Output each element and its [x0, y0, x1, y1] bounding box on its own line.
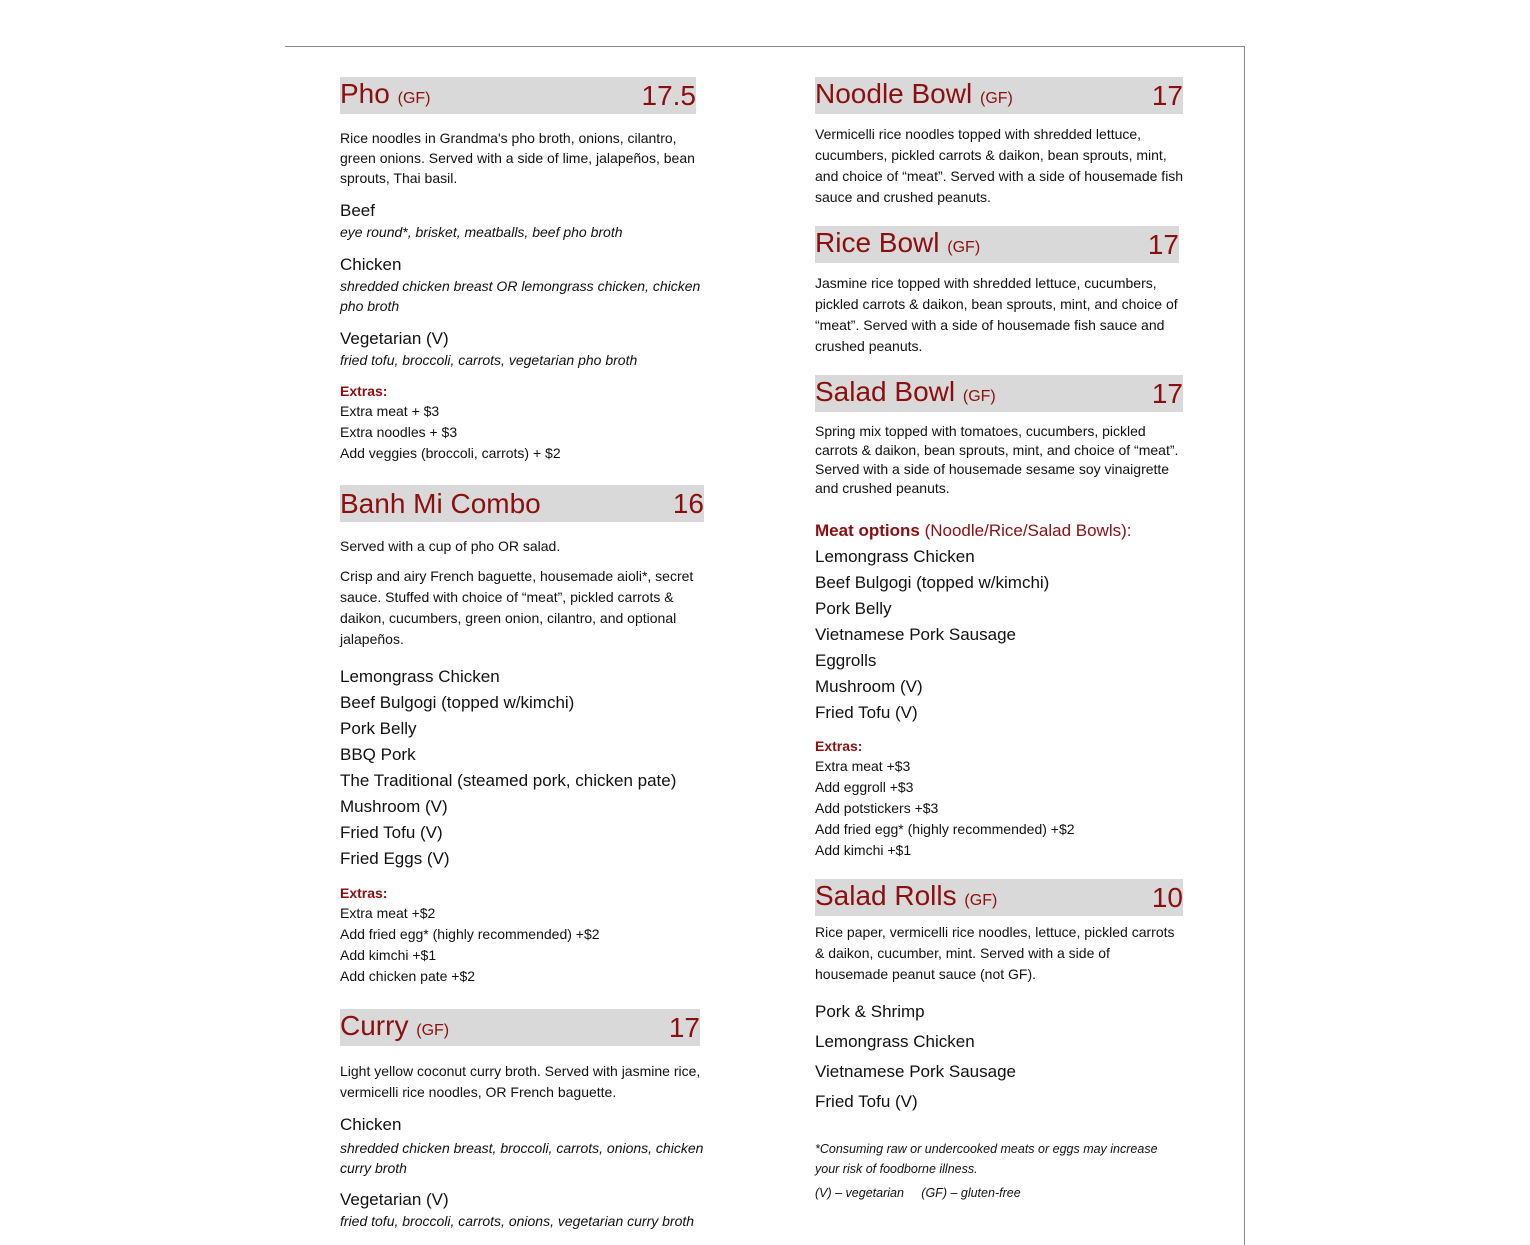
dietary-legend: (V) – vegetarian (GF) – gluten-free — [815, 1186, 1021, 1200]
bowl-extra: Add kimchi +$1 — [815, 842, 912, 858]
pho-option-chicken: Chicken — [340, 255, 402, 274]
pho-option-vegetarian: Vegetarian (V) — [340, 329, 449, 348]
list-item: Lemongrass Chicken — [815, 547, 975, 566]
list-item: Vietnamese Pork Sausage — [815, 1062, 1016, 1081]
noodle-bowl-description: Vermicelli rice noodles topped with shredded lettuce, cucumbers, pickled carrots & daikon, bean sprouts, mint, and choice of “meat”. Served with a side of housemade fish sauce and crushed peanuts. — [815, 126, 1184, 205]
rice-bowl-description: Jasmine rice topped with shredded lettuce, cucumbers, pickled carrots & daikon, bean sprouts, mint, and choice of “meat”. Served with a side of housemade fish sauce and crushed peanuts. — [815, 275, 1178, 354]
list-item: Fried Tofu (V) — [815, 1092, 918, 1111]
meat-options-list — [815, 544, 1185, 726]
section-header-rice-bowl — [815, 226, 1179, 263]
pho-option-beef: Beef — [340, 201, 375, 220]
banh-mi-extra: Add kimchi +$1 — [340, 947, 437, 963]
meat-options-heading — [815, 520, 1185, 542]
curry-option-chicken: Chicken — [340, 1115, 402, 1134]
pho-description: Rice noodles in Grandma's pho broth, onions, cilantro, green onions. Served with a side of lime, jalapeños, bean sprouts, Thai basil. — [340, 130, 695, 186]
list-item: Fried Eggs (V) — [340, 849, 450, 868]
foodborne-warning: *Consuming raw or undercooked meats or eggs may increase your risk of foodborne illness. — [815, 1142, 1158, 1176]
bowl-extra: Add fried egg* (highly recommended) +$2 — [815, 821, 1075, 837]
salad-bowl-description: Spring mix topped with tomatoes, cucumbers, pickled carrots & daikon, bean sprouts, mint, and choice of “meat”. Served with a side of housemade sesame soy vinaigrette and crushed peanuts. — [815, 423, 1179, 496]
salad-rolls-description: Rice paper, vermicelli rice noodles, lettuce, pickled carrots & daikon, cucumber, mint. Served with a side of housemade peanut sauce (not GF). — [815, 924, 1175, 982]
banh-mi-note: Served with a cup of pho OR salad. — [340, 538, 561, 554]
pho-extra: Extra meat + $3 — [340, 403, 440, 419]
salad-bowl-price: 17 — [1151, 378, 1183, 409]
page-top-border — [285, 46, 1245, 47]
bowl-extra: Add potstickers +$3 — [815, 800, 939, 816]
curry-option-vegetarian: Vegetarian (V) — [340, 1190, 449, 1209]
curry-gf-tag: (GF) — [416, 1021, 450, 1039]
pho-extra: Extra noodles + $3 — [340, 424, 458, 440]
rice-bowl-price: 17 — [1147, 229, 1179, 260]
pho-extra: Add veggies (broccoli, carrots) + $2 — [340, 445, 561, 461]
section-header-banh-mi — [340, 485, 704, 522]
curry-option-chicken-detail: shredded chicken breast, broccoli, carrots, onions, chicken curry broth — [340, 1140, 704, 1176]
menu-column-right — [815, 77, 1185, 1203]
salad-rolls-list — [815, 997, 1185, 1117]
list-item: Pork & Shrimp — [815, 1002, 925, 1021]
curry-description: Light yellow coconut curry broth. Served with jasmine rice, vermicelli rice noodles, OR French baguette. — [340, 1063, 701, 1100]
list-item: Mushroom (V) — [340, 797, 448, 816]
salad-rolls-gf-tag: (GF) — [964, 891, 998, 909]
list-item: Vietnamese Pork Sausage — [815, 625, 1016, 644]
list-item: Eggrolls — [815, 651, 877, 670]
banh-mi-extra: Add chicken pate +$2 — [340, 968, 476, 984]
pho-gf-tag: (GF) — [397, 89, 431, 107]
rice-bowl-title: Rice Bowl — [815, 226, 940, 258]
curry-price: 17 — [668, 1012, 700, 1043]
salad-rolls-title: Salad Rolls — [815, 879, 957, 911]
bowl-extra: Add eggroll +$3 — [815, 779, 914, 795]
pho-extras-heading: Extras: — [340, 383, 388, 399]
list-item: Beef Bulgogi (topped w/kimchi) — [340, 693, 575, 712]
bowl-extras-heading: Extras: — [815, 738, 863, 754]
bowl-extra: Extra meat +$3 — [815, 758, 911, 774]
banh-mi-extras-heading: Extras: — [340, 885, 388, 901]
banh-mi-description: Crisp and airy French baguette, housemade aioli*, secret sauce. Stuffed with choice of “meat”, pickled carrots & daikon, cucumbers, green onion, cilantro, and optional jalapeños. — [340, 568, 694, 647]
section-header-salad-rolls — [815, 879, 1183, 916]
salad-bowl-title: Salad Bowl — [815, 375, 956, 407]
list-item: Beef Bulgogi (topped w/kimchi) — [815, 573, 1050, 592]
salad-bowl-gf-tag: (GF) — [962, 387, 996, 405]
meat-options-label: Meat options — [815, 521, 920, 540]
meat-options-scope: (Noodle/Rice/Salad Bowls): — [919, 521, 1132, 540]
salad-rolls-price: 10 — [1151, 882, 1183, 913]
list-item: Lemongrass Chicken — [340, 667, 500, 686]
noodle-bowl-title: Noodle Bowl — [815, 77, 973, 109]
section-header-pho — [340, 77, 696, 114]
pho-option-beef-detail: eye round*, brisket, meatballs, beef pho broth — [340, 224, 623, 240]
pho-option-vegetarian-detail: fried tofu, broccoli, carrots, vegetarian pho broth — [340, 352, 638, 368]
list-item: Lemongrass Chicken — [815, 1032, 975, 1051]
list-item: The Traditional (steamed pork, chicken pate) — [340, 771, 677, 790]
banh-mi-fillings-list — [340, 664, 715, 872]
list-item: Pork Belly — [815, 599, 892, 618]
noodle-bowl-price: 17 — [1151, 80, 1183, 111]
list-item: Fried Tofu (V) — [815, 703, 918, 722]
section-header-curry — [340, 1009, 700, 1046]
banh-mi-title: Banh Mi Combo — [340, 488, 541, 519]
pho-option-chicken-detail: shredded chicken breast OR lemongrass chicken, chicken pho broth — [340, 278, 701, 314]
list-item: Pork Belly — [340, 719, 417, 738]
list-item: Mushroom (V) — [815, 677, 923, 696]
list-item: BBQ Pork — [340, 745, 416, 764]
banh-mi-extra: Extra meat +$2 — [340, 905, 436, 921]
page-right-border — [1244, 46, 1245, 1245]
curry-title: Curry — [340, 1009, 409, 1041]
section-header-salad-bowl — [815, 375, 1183, 412]
pho-title: Pho — [340, 77, 390, 109]
banh-mi-price: 16 — [672, 488, 704, 519]
list-item: Fried Tofu (V) — [340, 823, 443, 842]
rice-bowl-gf-tag: (GF) — [947, 238, 981, 256]
pho-price: 17.5 — [641, 80, 696, 111]
noodle-bowl-gf-tag: (GF) — [979, 89, 1013, 107]
section-header-noodle-bowl — [815, 77, 1183, 114]
menu-column-left — [340, 77, 715, 1231]
curry-option-vegetarian-detail: fried tofu, broccoli, carrots, onions, vegetarian curry broth — [340, 1213, 695, 1229]
banh-mi-extra: Add fried egg* (highly recommended) +$2 — [340, 926, 600, 942]
